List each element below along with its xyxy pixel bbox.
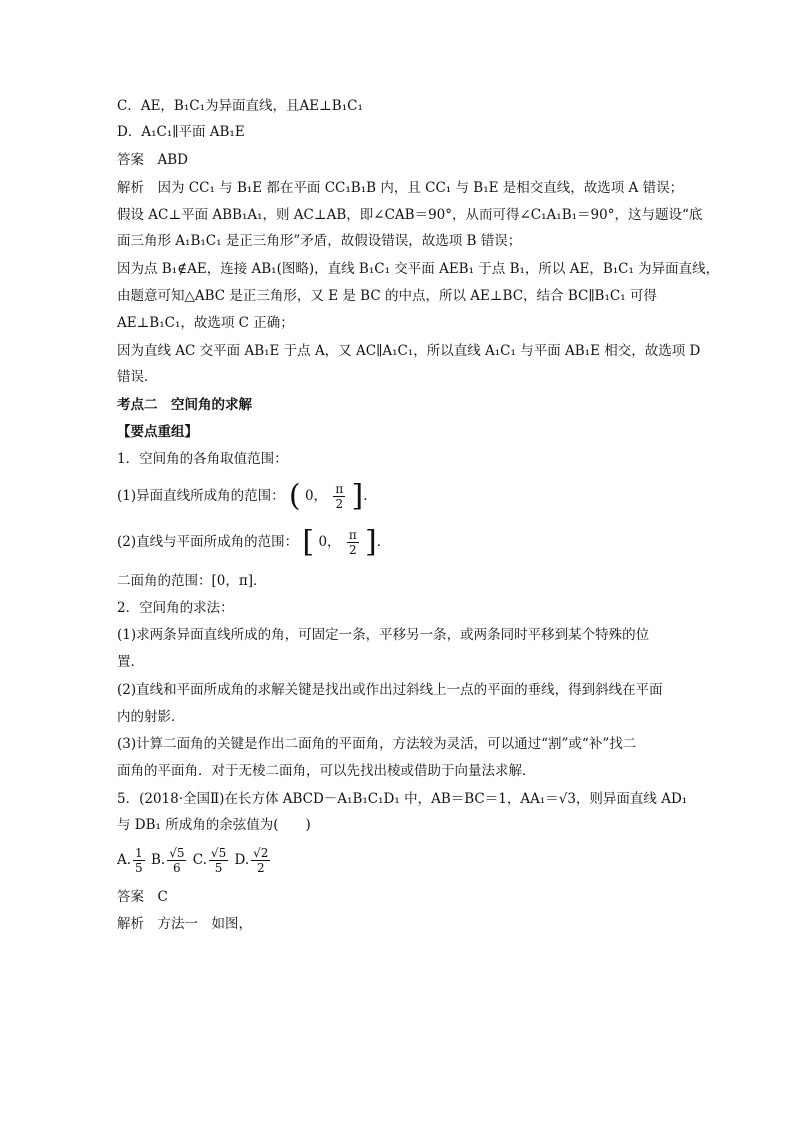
analysis-line-2: 假设 AC⊥平面 ABB₁A₁，则 AC⊥AB，即∠CAB＝90°，从而可得∠C₁A₁B₁＝90°，这与题设“底 bbox=[117, 207, 703, 223]
method-2-line-2: 内的射影． bbox=[117, 709, 185, 725]
skew-open-bracket: ( bbox=[288, 478, 301, 514]
line-plane-range-upper: $\frac{\pi}{2}$ bbox=[348, 528, 357, 557]
choice-c: C. $\frac{√5}{5}$ bbox=[192, 846, 227, 875]
line-plane-range-line: (2)直线与平面所成角的范围： [ 0， $\frac{\pi}{2}$ ]． bbox=[117, 524, 391, 560]
analysis-line-6: AE⊥B₁C₁，故选项 C 正确； bbox=[117, 315, 294, 331]
line-plane-range-zero: 0， bbox=[318, 534, 341, 550]
line-plane-open-bracket: [ bbox=[302, 524, 315, 560]
question-5-line-2: 与 DB₁ 所成角的余弦值为( ) bbox=[117, 817, 311, 833]
skew-range-line: (1)异面直线所成角的范围： ( 0， $\frac{\pi}{2}$ ]． bbox=[117, 478, 377, 514]
option-d-line: D．A₁C₁∥平面 AB₁E bbox=[117, 124, 245, 140]
method-3-line-1: (3)计算二面角的关键是作出二面角的平面角，方法较为灵活，可以通过“割”或“补”找二 bbox=[117, 736, 637, 752]
method-1-line-1: (1)求两条异面直线所成的角，可固定一条，平移另一条，或两条同时平移到某个特殊的位 bbox=[117, 627, 650, 643]
skew-close-bracket: ] bbox=[351, 478, 364, 514]
choice-b: B. $\frac{√5}{6}$ bbox=[150, 846, 185, 875]
skew-range-zero: 0， bbox=[304, 488, 328, 504]
item-1-heading: 1．空间角的各角取值范围： bbox=[117, 451, 288, 467]
analysis-line-3: 面三角形 A₁B₁C₁ 是正三角形”矛盾，故假设错误，故选项 B 错误； bbox=[117, 233, 522, 249]
question-5-line-1: 5．(2018·全国Ⅱ)在长方体 ABCD－A₁B₁C₁D₁ 中，AB＝BC＝1，AA₁＝√3，则异面直线 AD₁ bbox=[117, 791, 688, 807]
skew-range-upper: $\frac{\pi}{2}$ bbox=[335, 482, 344, 511]
analysis-line-1: 解析 因为 CC₁ 与 B₁E 都在平面 CC₁B₁B 内，且 CC₁ 与 B₁E 是相交直线，故选项 A 错误； bbox=[117, 180, 684, 196]
method-3-line-2: 面角的平面角．对于无棱二面角，可以先找出棱或借助于向量法求解． bbox=[117, 763, 536, 779]
choice-d: D. $\frac{√2}{2}$ bbox=[234, 846, 269, 875]
method-1-line-2: 置． bbox=[117, 654, 144, 670]
analysis-line-9: 解析 方法一 如图， bbox=[117, 916, 252, 932]
skew-range-label: (1)异面直线所成角的范围： bbox=[117, 488, 285, 504]
answer-line: 答案 ABD bbox=[117, 152, 188, 168]
analysis-line-4: 因为点 B₁∉AE，连接 AB₁(图略)，直线 B₁C₁ 交平面 AEB₁ 于点 B₁，所以 AE，B₁C₁ 为异面直线， bbox=[117, 261, 720, 277]
key-points-heading: 【要点重组】 bbox=[117, 424, 198, 440]
answer-line-2: 答案 C bbox=[117, 889, 168, 905]
choices-line bbox=[117, 842, 682, 878]
analysis-line-8: 错误． bbox=[117, 369, 158, 385]
line-plane-close-bracket: ] bbox=[365, 524, 377, 560]
option-c-line: C．AE，B₁C₁为异面直线，且AE⊥B₁C₁ bbox=[117, 98, 363, 114]
choice-a: A. $\frac{1}{5}$ bbox=[117, 846, 143, 875]
section-heading: 考点二 空间角的求解 bbox=[117, 397, 252, 413]
dihedral-range-line: 二面角的范围：[0，π]． bbox=[117, 573, 267, 589]
method-2-line-1: (2)直线和平面所成角的求解关键是找出或作出过斜线上一点的平面的垂线，得到斜线在平面 bbox=[117, 682, 663, 698]
line-plane-range-label: (2)直线与平面所成角的范围： bbox=[117, 534, 299, 550]
analysis-line-5: 由题意可知△ABC 是正三角形，又 E 是 BC 的中点，所以 AE⊥BC，结合 BC∥B₁C₁ 可得 bbox=[117, 288, 657, 304]
item-2-heading: 2．空间角的求法： bbox=[117, 600, 234, 616]
analysis-line-7: 因为直线 AC 交平面 AB₁E 于点 A，又 AC∥A₁C₁，所以直线 A₁C₁ 与平面 AB₁E 相交，故选项 D bbox=[117, 343, 701, 359]
